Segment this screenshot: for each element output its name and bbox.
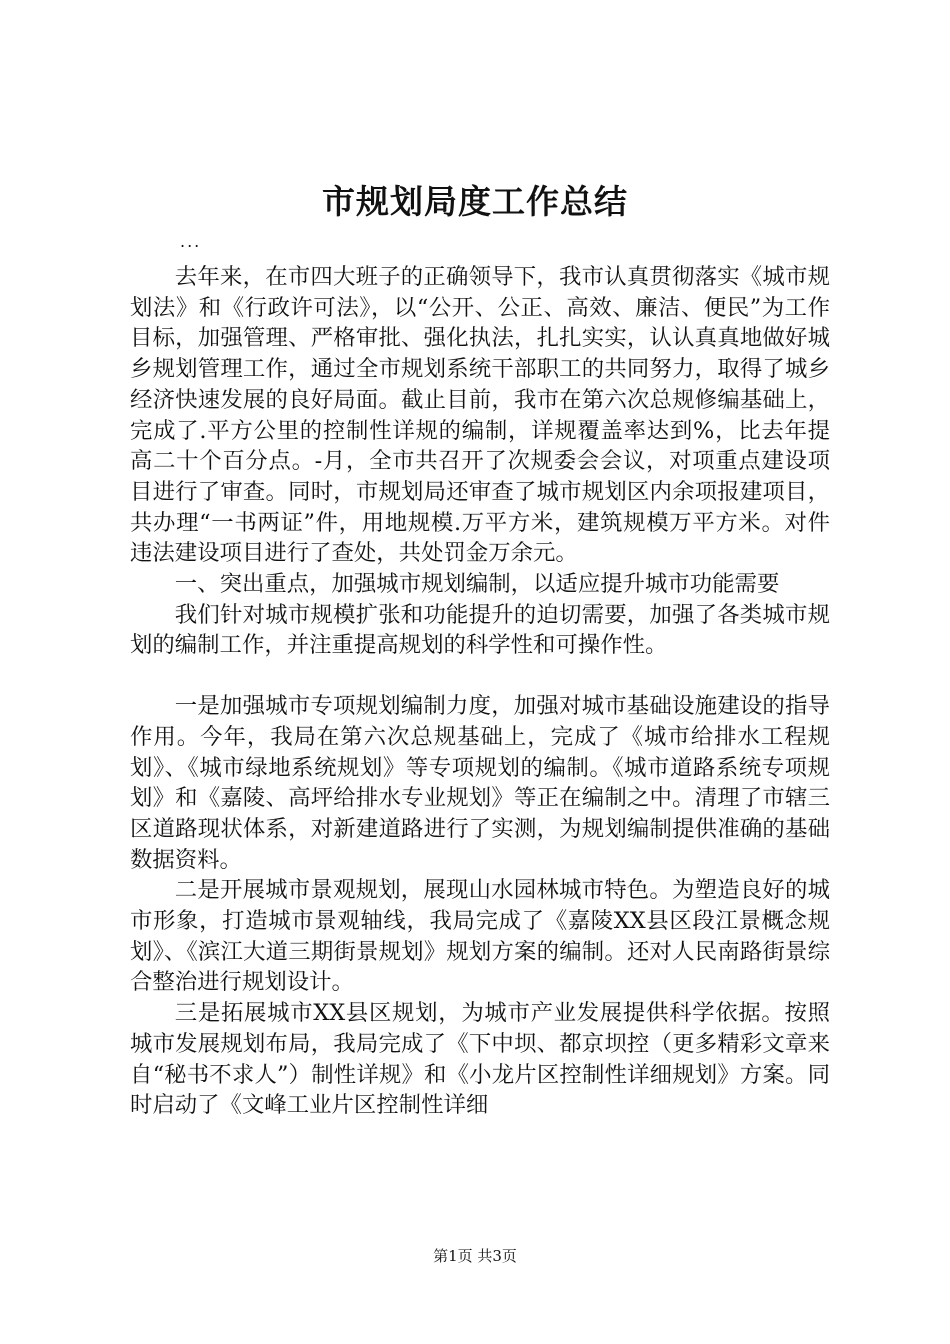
paragraph-intro: 去年来，在市四大班子的正确领导下，我市认真贯彻落实《城市规划法》和《行政许可法》，以“公开、公正、高效、廉洁、便民”为工作目标，加强管理、严格审批、强化执法，扎扎实实，认认真真地做好城乡规划管理工作，通过全市规划系统干部职工的共同努力，取得了城乡经济快速发展的良好局面。截止目前，我市在第六次总规修编基础上，完成了.平方公里的控制性详规的编制，详规覆盖率达到%，比去年提高二十个百分点。-月，全市共召开了次规委会会议，对项重点建设项目进行了审查。同时，市规划局还审查了城市规划区内余项报建项目，共办理“一书两证”件，用地规模.万平方米，建筑规模万平方米。对件违法建设项目进行了查处，共处罚金万余元。 — [130, 264, 830, 567]
document-body — [130, 262, 830, 1121]
paragraph-item-3: 三是拓展城市XX县区规划，为城市产业发展提供科学依据。按照城市发展规划布局，我局完成了《下中坝、都京坝控（更多精彩文章来自“秘书不求人”）制性详规》和《小龙片区控制性详细规划》方案。同时启动了《文峰工业片区控制性详细 — [130, 1000, 830, 1119]
paragraph-overview: 我们针对城市规模扩张和功能提升的迫切需要，加强了各类城市规划的编制工作，并注重提高规划的科学性和可操作性。 — [130, 601, 830, 659]
paragraph-item-1: 一是加强城市专项规划编制力度，加强对城市基础设施建设的指导作用。今年，我局在第六次总规基础上，完成了《城市给排水工程规划》、《城市绿地系统规划》等专项规划的编制。《城市道路系统专项规划》和《嘉陵、高坪给排水专业规划》等正在编制之中。清理了市辖三区道路现状体系，对新建道路进行了实测，为规划编制提供准确的基础数据资料。 — [130, 693, 830, 873]
ellipsis-mark: ... — [180, 232, 202, 251]
paragraph-item-2: 二是开展城市景观规划，展现山水园林城市特色。为塑造良好的城市形象，打造城市景观轴线，我局完成了《嘉陵XX县区段江景概念规划》、《滨江大道三期街景规划》规划方案的编制。还对人民南路街景综合整治进行规划设计。 — [130, 877, 830, 996]
document-title: 市规划局度工作总结 — [322, 182, 628, 221]
page-footer: 第1页 共3页 — [433, 1247, 517, 1265]
section-heading-1: 一、突出重点，加强城市规划编制，以适应提升城市功能需要 — [174, 571, 780, 598]
